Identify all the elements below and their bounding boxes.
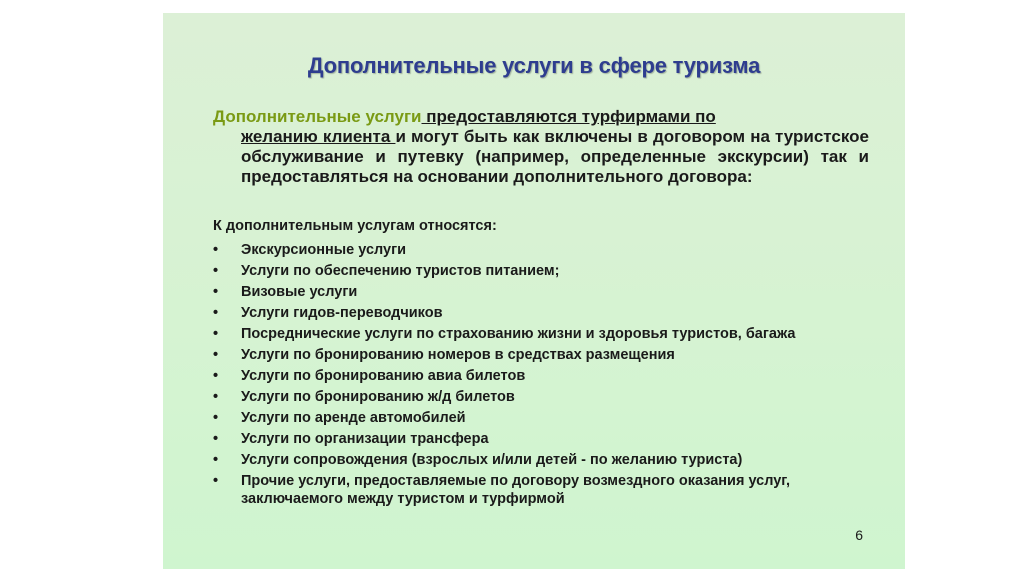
list-item: • Услуги по обеспечению туристов питанием; bbox=[213, 263, 560, 279]
intro-part2: и могут быть как включены в договором на туристское обслуживание и путевку (например, определенные экскурсии) так и предоставляться на основании дополнительного договора: bbox=[241, 127, 869, 186]
list-item: • Услуги по аренде автомобилей bbox=[213, 410, 466, 426]
page-number: 6 bbox=[855, 527, 863, 543]
bullet-icon: • bbox=[213, 452, 219, 468]
bullet-icon: • bbox=[213, 431, 219, 447]
list-item: • Услуги по организации трансфера bbox=[213, 431, 489, 447]
intro-body bbox=[213, 127, 869, 187]
bullet-icon: • bbox=[213, 347, 219, 363]
bullet-icon: • bbox=[213, 263, 219, 279]
list-item: • Прочие услуги, предоставляемые по договору возмездного оказания услуг, заключаемого между туристом и турфирмой bbox=[213, 473, 791, 507]
list-item: • Услуги гидов-переводчиков bbox=[213, 305, 443, 321]
intro-paragraph bbox=[213, 107, 869, 187]
intro-part1: предоставляются турфирмами по bbox=[421, 107, 716, 126]
bullet-icon: • bbox=[213, 305, 219, 321]
list-item: • Услуги по бронированию авиа билетов bbox=[213, 368, 526, 384]
list-lead: К дополнительным услугам относятся: bbox=[213, 218, 497, 234]
bullet-icon: • bbox=[213, 410, 219, 426]
list-item: • Экскурсионные услуги bbox=[213, 242, 407, 258]
list-item: • Визовые услуги bbox=[213, 284, 358, 300]
bullet-icon: • bbox=[213, 242, 219, 258]
slide-title: Дополнительные услуги в сфере туризма bbox=[307, 53, 761, 78]
list-item: • Услуги по бронированию ж/д билетов bbox=[213, 389, 515, 405]
list-item: • Услуги сопровождения (взрослых и/или детей - по желанию туриста) bbox=[213, 452, 743, 468]
intro-underlined: желанию клиента bbox=[241, 127, 396, 146]
services-list bbox=[213, 241, 873, 511]
bullet-icon: • bbox=[213, 284, 219, 300]
slide bbox=[163, 13, 905, 569]
list-item: • Посреднические услуги по страхованию жизни и здоровья туристов, багажа bbox=[213, 326, 796, 342]
bullet-icon: • bbox=[213, 473, 219, 489]
bullet-icon: • bbox=[213, 368, 219, 384]
bullet-icon: • bbox=[213, 326, 219, 342]
list-item: • Услуги по бронированию номеров в средствах размещения bbox=[213, 347, 675, 363]
bullet-icon: • bbox=[213, 389, 219, 405]
intro-term: Дополнительные услуги bbox=[213, 107, 422, 126]
